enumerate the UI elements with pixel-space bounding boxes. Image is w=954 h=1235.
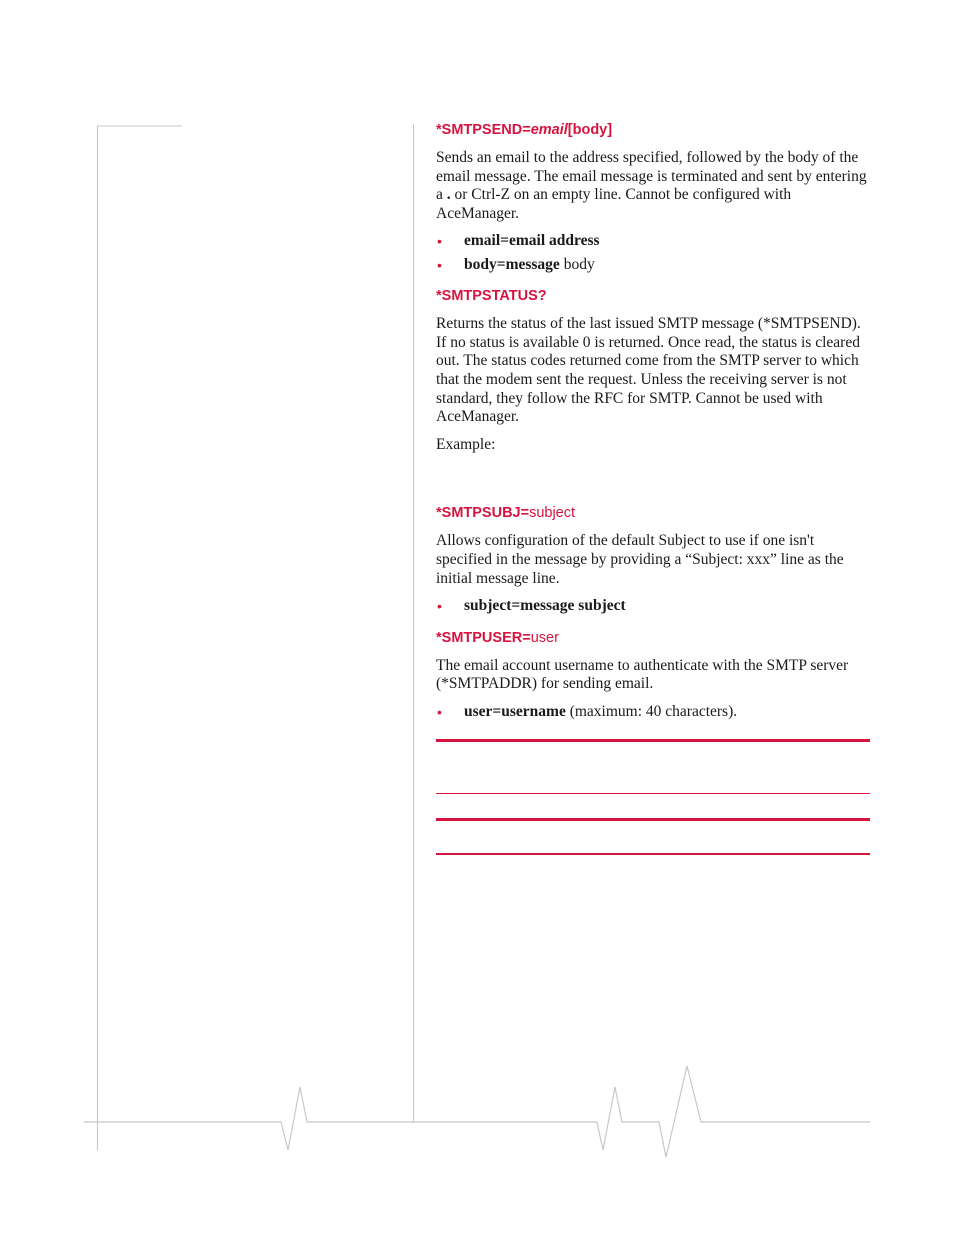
main-content bbox=[436, 120, 868, 733]
list-item: • email=email address bbox=[437, 232, 600, 250]
table2-top-rule bbox=[436, 818, 870, 821]
table-row-rule bbox=[436, 793, 870, 794]
frame-bottom-heartbeat-line bbox=[84, 1066, 870, 1157]
bullet-icon: • bbox=[437, 256, 442, 273]
smtpsubj-heading-param: subject bbox=[529, 505, 576, 522]
example-blank-area bbox=[436, 463, 868, 503]
smtpuser-heading: *SMTPUSER=user bbox=[436, 629, 559, 646]
list-item: • body=message body bbox=[437, 255, 595, 273]
smtpuser-description: The email account username to authenticate with the SMTP server (*SMTPADDR) for sending email. bbox=[436, 656, 849, 693]
smtpstatus-heading: *SMTPSTATUS? bbox=[436, 288, 547, 305]
smtpstatus-description: Returns the status of the last issued SMTP message (*SMTPSEND). If no status is available 0 is returned. Once read, the status is cleared out. The status codes returned come from the SMTP server to which that the modem sent the request. Unless the receiving server is not standard, they follow the RFC for SMTP. Cannot be used with AceManager. bbox=[436, 315, 861, 426]
table-top-rule bbox=[436, 739, 870, 742]
smtpsend-param-list bbox=[436, 232, 868, 274]
list-item: • subject=message subject bbox=[437, 597, 626, 615]
smtpsubj-heading: *SMTPSUBJ=subject bbox=[436, 505, 576, 522]
table2-bottom-rule bbox=[436, 853, 870, 855]
bullet-icon: • bbox=[437, 598, 442, 615]
smtpsubj-description: Allows configuration of the default Subject to use if one isn't specified in the message by providing a “Subject: xxx” line as the initial message line. bbox=[436, 532, 844, 587]
list-item: • user=username (maximum: 40 characters). bbox=[437, 702, 738, 720]
smtpsubj-param-list bbox=[436, 597, 868, 616]
smtpsend-heading-body-param: [body] bbox=[567, 122, 613, 138]
bullet-icon: • bbox=[437, 703, 442, 720]
bullet-icon: • bbox=[437, 233, 442, 250]
smtpuser-param-list bbox=[436, 703, 868, 722]
smtpsend-heading: *SMTPSEND=email[body] bbox=[436, 122, 613, 138]
smtpstatus-example-label: Example: bbox=[436, 435, 496, 453]
smtpsend-heading-email-param: email bbox=[530, 122, 568, 138]
smtpsend-description: Sends an email to the address specified, followed by the body of the email message. The email message is terminated and sent by entering a . or Ctrl-Z on an empty line. Cannot be configured with AceManager. bbox=[436, 149, 867, 222]
smtpuser-heading-param: user bbox=[530, 629, 559, 646]
